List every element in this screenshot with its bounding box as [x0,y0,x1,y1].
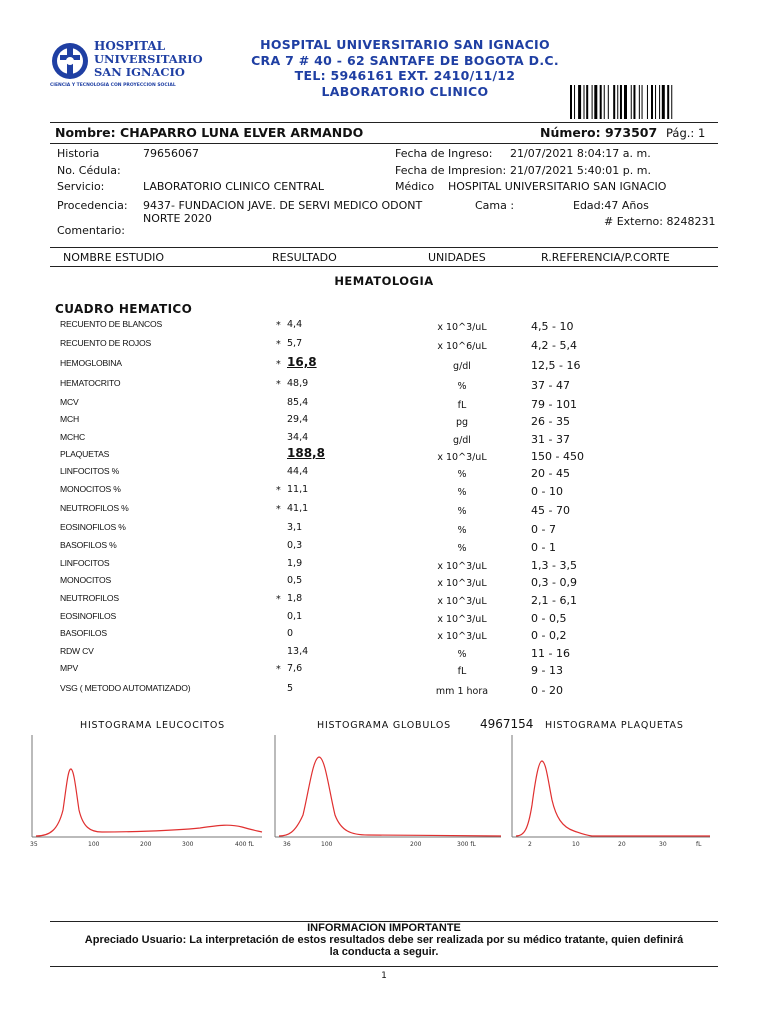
info-text-1: Apreciado Usuario: La interpretación de estos resultados debe ser realizada por su médico tratante, quien definirá [84,934,684,946]
result-value: 1,9 [287,558,303,569]
result-value: 7,6 [287,663,303,674]
result-name: MCV [60,397,79,407]
ingreso-label: Fecha de Ingreso: [395,147,493,160]
tick: 2 [528,841,532,848]
result-value: 13,4 [287,646,309,657]
result-unit: x 10^3/uL [437,578,487,589]
divider-columns [50,247,718,248]
histogram-globulos [273,735,503,850]
result-reference: 1,3 - 3,5 [531,559,577,572]
hospital-emblem-icon [50,40,90,82]
divider-bottom [50,966,718,967]
result-reference: 0 - 10 [531,485,563,498]
result-reference: 4,2 - 5,4 [531,339,577,352]
result-value: 1,8 [287,593,303,604]
result-name: BASOFILOS [60,628,107,638]
tick: 100 [88,841,100,848]
result-unit: g/dl [453,361,471,372]
result-value: 3,1 [287,522,303,533]
tick: 400 fL [235,841,254,848]
result-name: HEMOGLOBINA [60,358,122,368]
subsection-title: CUADRO HEMATICO [55,302,193,316]
tick: 36 [283,841,291,848]
procedencia-value-1: 9437- FUNDACION JAVE. DE SERVI MEDICO ODONT [143,199,423,212]
result-value: 48,9 [287,378,309,389]
result-name: NEUTROFILOS [60,593,119,603]
result-reference: 9 - 13 [531,664,563,677]
result-reference: 31 - 37 [531,433,570,446]
numero-line [540,125,657,140]
result-unit: g/dl [453,435,471,446]
result-name: RECUENTO DE BLANCOS [60,319,163,329]
result-unit: % [457,469,467,480]
result-reference: 0 - 0,5 [531,612,567,625]
result-value: 0,3 [287,540,303,551]
tick: fL [696,841,702,848]
result-name: PLAQUETAS [60,449,110,459]
histogram-plaquetas-ticks [528,841,702,848]
result-unit: % [457,506,467,517]
result-value: 0 [287,628,294,639]
result-name: HEMATOCRITO [60,378,121,388]
result-reference: 2,1 - 6,1 [531,594,577,607]
result-name: MONOCITOS % [60,484,121,494]
result-unit: pg [455,417,469,428]
result-reference: 20 - 45 [531,467,570,480]
result-value: 0,5 [287,575,303,586]
impresion-value: 21/07/2021 5:40:01 p. m. [510,164,651,177]
result-reference: 150 - 450 [531,450,584,463]
result-reference: 0 - 1 [531,541,556,554]
result-unit: x 10^6/uL [437,341,487,352]
histogram-leucocitos [30,735,265,850]
cama-label: Cama : [475,199,515,212]
result-unit: fL [457,666,467,677]
result-unit: fL [457,400,467,411]
edad-value: Edad:47 Años [573,199,649,212]
result-value: 41,1 [287,503,309,514]
result-reference: 79 - 101 [531,398,577,411]
procedencia-value-2: NORTE 2020 [143,212,212,225]
pag-label: Pág.: [666,126,695,140]
patient-name: CHAPARRO LUNA ELVER ARMANDO [120,125,364,140]
name-label: Nombre: [55,125,116,140]
result-name: NEUTROFILOS % [60,503,129,513]
ingreso-value: 21/07/2021 8:04:17 a. m. [510,147,651,160]
result-value: 16,8 [287,355,317,369]
header-line-4: LABORATORIO CLINICO [321,83,489,99]
result-reference: 0 - 0,2 [531,629,567,642]
servicio-value: LABORATORIO CLINICO CENTRAL [143,180,324,193]
header-line-3: TEL: 5946161 EXT. 2410/11/12 [294,68,516,83]
abnormal-flag: * [276,339,281,350]
logo-line-3: SAN IGNACIO [94,65,185,79]
result-name: EOSINOFILOS % [60,522,126,532]
abnormal-flag: * [276,379,281,390]
result-value: 0,1 [287,611,303,622]
histogram-leucocitos-ticks [30,841,254,848]
numero-value: 973507 [604,125,658,140]
result-name: LINFOCITOS % [60,466,120,476]
result-unit: mm 1 hora [435,686,489,697]
tick: 300 [182,841,194,848]
result-unit: % [457,543,467,554]
tick: 200 [140,841,152,848]
numero-label: Número: [540,125,601,140]
histogram-plaquetas [510,735,715,850]
result-unit: x 10^3/uL [437,561,487,572]
result-reference: 0 - 7 [531,523,556,536]
logo-tagline: CIENCIA Y TECNOLOGIA CON PROYECCION SOCIAL [50,83,176,88]
page-indicator [666,126,705,140]
result-name: RECUENTO DE ROJOS [60,338,151,348]
logo-line-1: HOSPITAL [94,39,166,53]
barcode-image [570,85,692,119]
tick: 100 [321,841,333,848]
comentario-label: Comentario: [57,224,125,237]
col-referencia: R.REFERENCIA/P.CORTE [541,251,670,264]
result-name: BASOFILOS % [60,540,117,550]
tick: 35 [30,841,38,848]
result-unit: x 10^3/uL [437,596,487,607]
result-name: MCH [60,414,79,424]
medico-label: Médico [395,180,435,193]
histogram-globulos-title: HISTOGRAMA GLOBULOS [317,720,451,731]
result-value: 188,8 [287,446,325,460]
hospital-logo [50,36,203,96]
divider-top [50,122,718,123]
page-number: 1 [381,971,387,981]
result-reference: 45 - 70 [531,504,570,517]
procedencia-label: Procedencia: [57,199,128,212]
abnormal-flag: * [276,320,281,331]
tick: 300 fL [457,841,476,848]
divider-columns-bottom [50,266,718,267]
abnormal-flag: * [276,664,281,675]
header-line-1: HOSPITAL UNIVERSITARIO SAN IGNACIO [260,37,550,52]
result-name: MPV [60,663,79,673]
patient-name-line [55,125,363,140]
result-unit: % [457,487,467,498]
abnormal-flag: * [276,504,281,515]
result-name: VSG ( METODO AUTOMATIZADO) [60,683,191,693]
result-reference: 11 - 16 [531,647,570,660]
tick: 30 [659,841,667,848]
logo-line-2: UNIVERSITARIO [94,52,203,66]
result-value: 4,4 [287,319,303,330]
tick: 20 [618,841,626,848]
result-reference: 0 - 20 [531,684,563,697]
result-reference: 4,5 - 10 [531,320,574,333]
impresion-label: Fecha de Impresion: [395,164,507,177]
result-value: 5,7 [287,338,303,349]
abnormal-flag: * [276,359,281,370]
result-unit: x 10^3/uL [437,322,487,333]
histogram-globulos-ticks [283,841,476,848]
result-value: 11,1 [287,484,309,495]
section-title: HEMATOLOGIA [334,274,434,288]
result-unit: x 10^3/uL [437,631,487,642]
info-title: INFORMACION IMPORTANTE [307,922,461,934]
abnormal-flag: * [276,485,281,496]
result-unit: x 10^3/uL [437,452,487,463]
result-name: EOSINOFILOS [60,611,117,621]
result-name: LINFOCITOS [60,558,110,568]
info-text-2: la conducta a seguir. [329,946,439,958]
result-value: 44,4 [287,466,309,477]
histogram-code: 4967154 [480,717,534,731]
tick: 10 [572,841,580,848]
col-nombre: NOMBRE ESTUDIO [63,251,165,264]
result-value: 29,4 [287,414,309,425]
abnormal-flag: * [276,594,281,605]
result-unit: x 10^3/uL [437,614,487,625]
result-reference: 37 - 47 [531,379,570,392]
result-reference: 12,5 - 16 [531,359,581,372]
result-value: 34,4 [287,432,309,443]
important-info [50,922,718,958]
historia-label: Historia [57,147,100,160]
pag-value: 1 [697,126,706,140]
histogram-leucocitos-title: HISTOGRAMA LEUCOCITOS [80,720,225,731]
result-name: RDW CV [60,646,94,656]
cedula-label: No. Cédula: [57,164,121,177]
histogram-plaquetas-title: HISTOGRAMA PLAQUETAS [545,720,684,731]
medico-value: HOSPITAL UNIVERSITARIO SAN IGNACIO [448,180,667,193]
servicio-label: Servicio: [57,180,105,193]
result-reference: 26 - 35 [531,415,570,428]
result-unit: % [457,525,467,536]
result-unit: % [457,649,467,660]
tick: 200 [410,841,422,848]
result-unit: % [457,381,467,392]
externo-value: # Externo: 8248231 [604,215,716,228]
col-unidades: UNIDADES [428,251,486,264]
result-value: 85,4 [287,397,309,408]
header-line-2: CRA 7 # 40 - 62 SANTAFE DE BOGOTA D.C. [251,52,559,68]
result-reference: 0,3 - 0,9 [531,576,577,589]
result-name: MONOCITOS [60,575,112,585]
historia-value: 79656067 [143,147,199,160]
lab-header [200,37,610,99]
col-resultado: RESULTADO [272,251,337,264]
result-value: 5 [287,683,294,694]
result-name: MCHC [60,432,85,442]
divider-patient [50,143,718,144]
